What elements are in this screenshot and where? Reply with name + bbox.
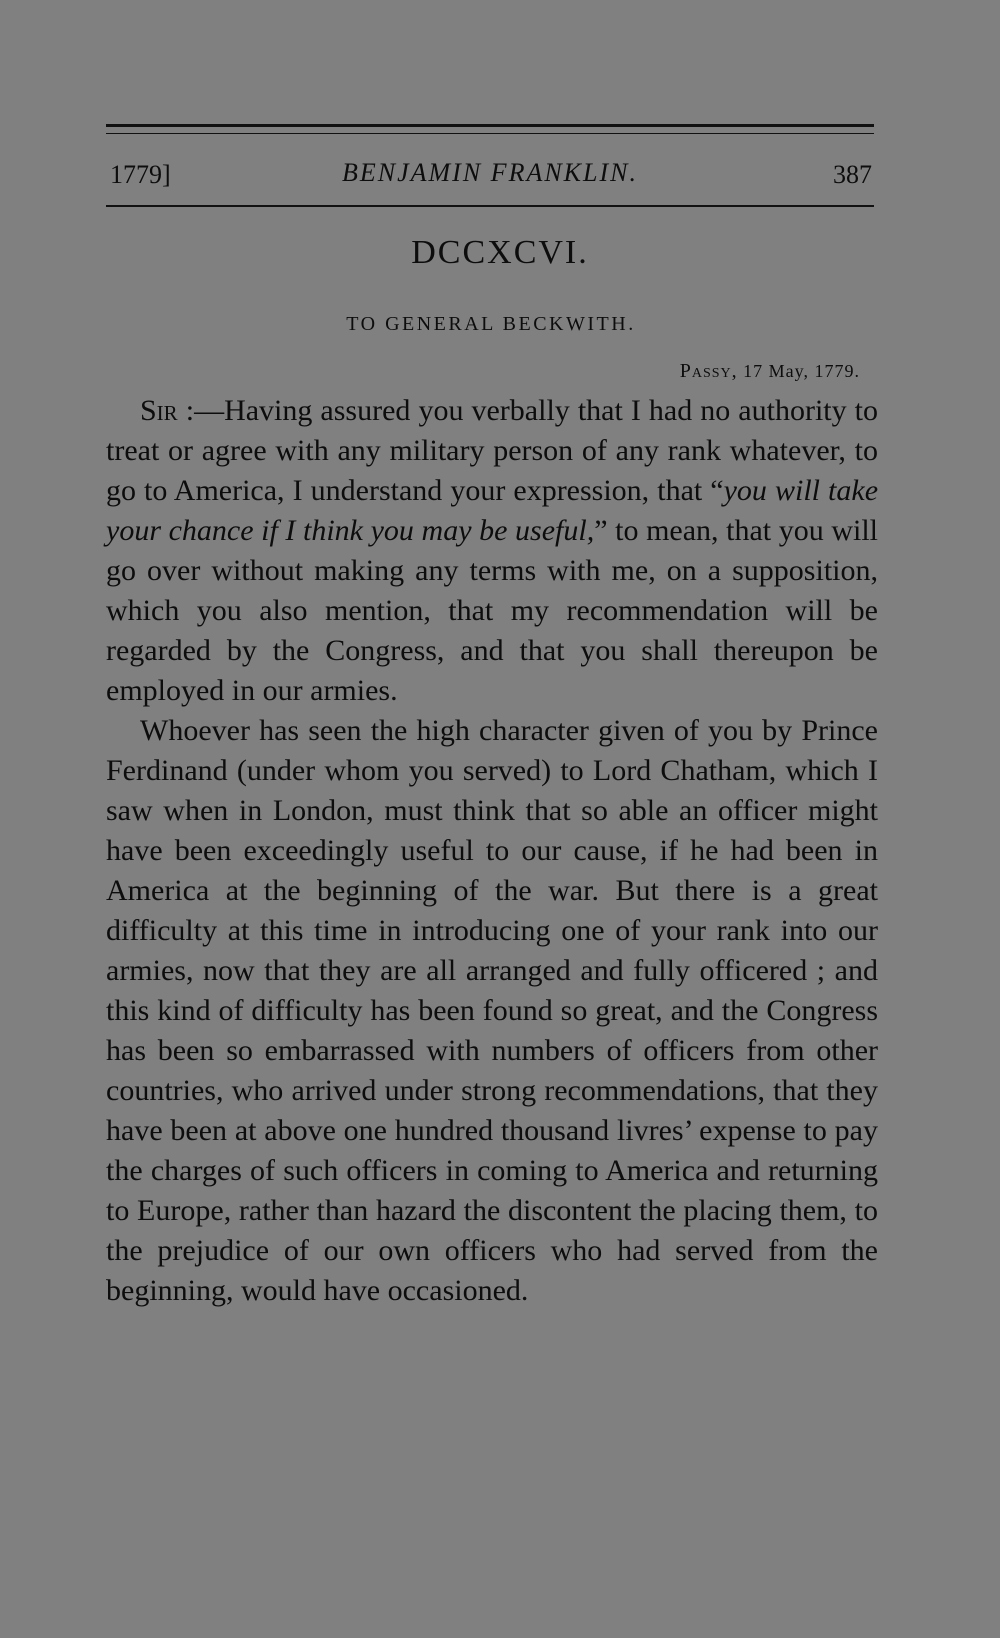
running-head [106,158,874,194]
salutation: Sir [140,394,178,427]
letter-body [106,391,878,1311]
dateline-place: Passy, [679,360,738,382]
top-double-rule-thin [106,133,874,134]
paragraph-1-quote: you will take your chance if I think you may be useful, [106,474,879,547]
paragraph-2: Whoever has seen the high character given of you by Prince Ferdinand (under whom you served) to Lord Chatham, which I saw when in London, must think that so able an officer might have been exceedingly useful to our cause, if he had been in America at the beginning of the war. But there is a great difficulty at this time in introducing one of your rank into our armies, now that they are all arranged and fully officered ; and this kind of difficulty has been found so great, and the Congress has been so embarrassed with numbers of officers from other countries, who arrived under strong recommendations, that they have been at above one hundred thousand livres’ expense to pay the charges of such officers in coming to America and returning to Europe, rather than hazard the discontent the placing them, to the prejudice of our own officers who had served from the beginning, would have occasioned. [106,714,878,1307]
paragraph-1-rest: ” to mean, that you will go over without making any terms with me, on a supposition, which you also mention, that my recommendation will be regarded by the Congress, and that you shall thereupon be employed in our armies. [106,514,878,707]
dateline [680,360,860,383]
top-double-rule-thick [106,124,874,127]
letter-number: DCCXCVI. [411,234,589,271]
paragraph-1-lead: :—Having assured you verbally that I had no authority to treat or agree with any military person of any rank whatever, to go to America, I understand your expression, that “ [106,394,878,507]
page-number: 387 [833,160,872,189]
running-head-year: 1779] [110,160,171,189]
running-head-title: BENJAMIN FRANKLIN. [342,158,638,187]
letter-addressee: TO GENERAL BECKWITH. [346,313,636,335]
paragraph-1 [106,391,878,711]
running-head-rule [106,205,874,207]
dateline-date: 17 May, 1779. [737,361,860,381]
